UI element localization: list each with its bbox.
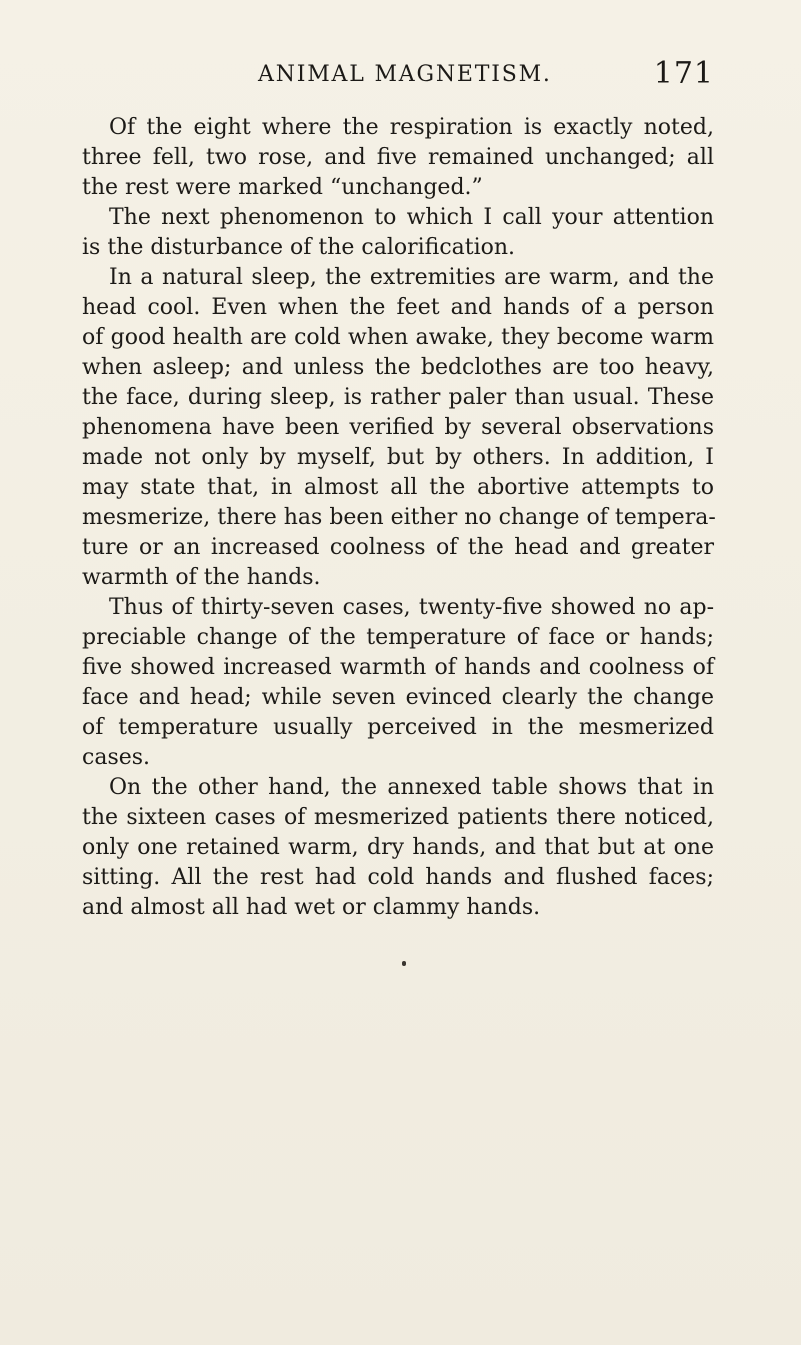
paragraph (82, 113, 714, 203)
paragraph (82, 203, 714, 263)
text-line: The next phenomenon to which I call your attention (109, 205, 714, 230)
text-line: Of the eight where the respiration is exactly noted, (109, 115, 714, 140)
text-line: the rest were marked “unchanged.” (82, 175, 483, 200)
text-line: preciable change of the temperature of face or hands; (82, 625, 714, 650)
paragraph (82, 593, 714, 773)
text-line: the sixteen cases of mesmerized patients there noticed, (82, 805, 714, 830)
page-number: 171 (653, 56, 714, 91)
text-line: only one retained warm, dry hands, and that but at one (82, 835, 714, 860)
text-line: five showed increased warmth of hands and coolness of (82, 655, 714, 680)
text-line: face and head; while seven evinced clearly the change (82, 685, 714, 710)
text-line: may state that, in almost all the abortive attempts to (82, 475, 714, 500)
text-line: and almost all had wet or clammy hands. (82, 895, 541, 920)
body-text (82, 113, 714, 923)
text-line: made not only by myself, but by others. In addition, I (82, 445, 714, 470)
text-line: of good health are cold when awake, they become warm (82, 325, 714, 350)
text-line: Thus of thirty-seven cases, twenty-five showed no ap- (109, 595, 714, 620)
text-line: three fell, two rose, and five remained unchanged; all (82, 145, 714, 170)
text-line: cases. (82, 745, 151, 770)
text-line: On the other hand, the annexed table shows that in (109, 775, 714, 800)
paragraph (82, 773, 714, 923)
text-line: phenomena have been verified by several observations (82, 415, 714, 440)
running-title: ANIMAL MAGNETISM. (258, 62, 552, 87)
paragraph (82, 263, 714, 593)
text-line: sitting. All the rest had cold hands and flushed faces; (82, 865, 714, 890)
page-header (82, 56, 714, 96)
text-line: warmth of the hands. (82, 565, 321, 590)
text-line: mesmerize, there has been either no change of tempera- (82, 505, 716, 530)
ink-speck (402, 961, 406, 966)
text-line: ture or an increased coolness of the head and greater (82, 535, 714, 560)
text-line: the face, during sleep, is rather paler than usual. These (82, 385, 714, 410)
text-line: of temperature usually perceived in the mesmerized (82, 715, 714, 740)
text-line: In a natural sleep, the extremities are warm, and the (109, 265, 714, 290)
text-line: head cool. Even when the feet and hands of a person (82, 295, 714, 320)
text-line: when asleep; and unless the bedclothes are too heavy, (82, 355, 714, 380)
text-line: is the disturbance of the calorification. (82, 235, 516, 260)
